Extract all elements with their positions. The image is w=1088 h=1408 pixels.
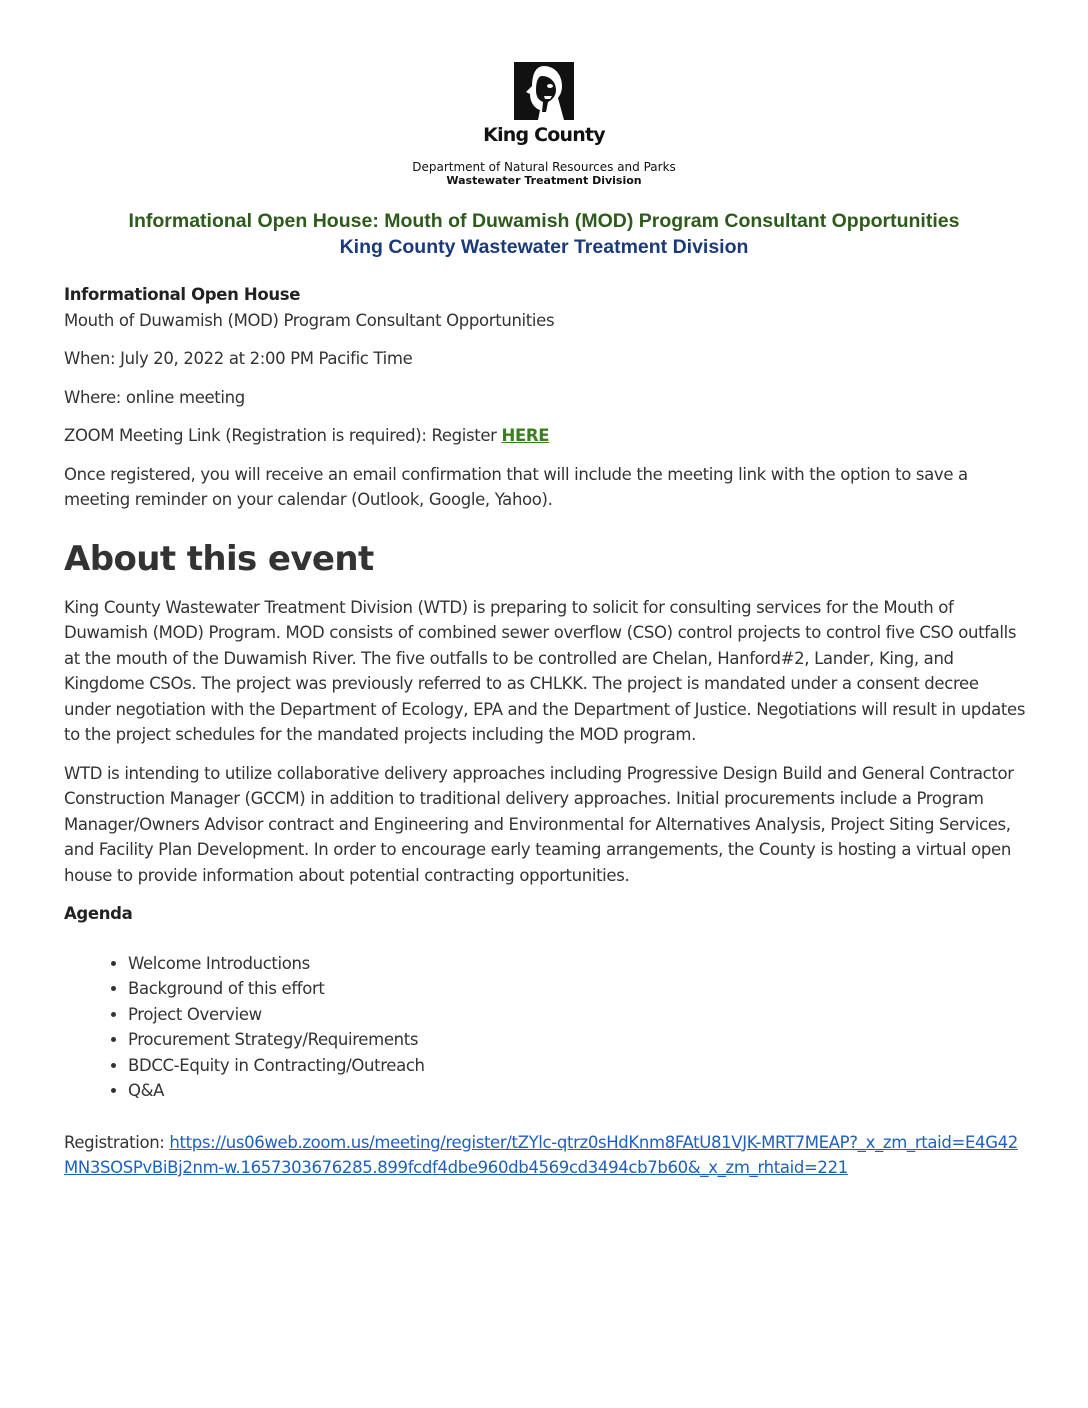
- agenda-item: • Background of this effort: [128, 976, 1030, 1002]
- agenda-item: • Project Overview: [128, 1002, 1030, 1028]
- agenda-item: • Q&A: [128, 1078, 1030, 1104]
- agenda-item: • BDCC-Equity in Contracting/Outreach: [128, 1053, 1030, 1079]
- agenda-item: • Procurement Strategy/Requirements: [128, 1027, 1030, 1053]
- event-subtitle: Mouth of Duwamish (MOD) Program Consultant Opportunities: [64, 310, 555, 330]
- title-line-2: King County Wastewater Treatment Division: [339, 236, 749, 258]
- about-heading: About this event: [64, 538, 374, 579]
- zoom-link-prefix: ZOOM Meeting Link (Registration is required): Register: [64, 426, 502, 445]
- event-when: When: July 20, 2022 at 2:00 PM Pacific Time: [64, 349, 413, 368]
- division-name: Wastewater Treatment Division: [446, 174, 642, 187]
- event-heading: Informational Open House: [64, 285, 301, 304]
- agenda-list: [64, 951, 1030, 1104]
- agenda-heading: Agenda: [64, 904, 133, 923]
- header-logo-block: [0, 62, 1088, 188]
- registration-line: [64, 1130, 1030, 1181]
- confirmation-text: Once registered, you will receive an email confirmation that will include the meeting link with the option to save a meeting reminder on your calendar (Outlook, Google, Yahoo).: [64, 464, 968, 509]
- zoom-link-line: [64, 423, 1030, 449]
- registration-url-link[interactable]: https://us06web.zoom.us/meeting/register/tZYlc-qtrz0sHdKnm8FAtU81VJK-MRT7MEAP?_x_zm_rtaid=E4G42MN3SOSPvBiBj2nm-w.1657303676285.899fcdf4dbe960db4569cd3494cb7b60&_x_zm_rhtaid=221: [64, 1132, 1018, 1177]
- event-where: Where: online meeting: [64, 387, 245, 407]
- logo-wordmark: King County: [483, 124, 605, 146]
- registration-label: Registration:: [64, 1132, 170, 1152]
- register-here-link[interactable]: HERE: [501, 426, 550, 445]
- title-line-1: Informational Open House: Mouth of Duwamish (MOD) Program Consultant Opportunities: [128, 210, 960, 232]
- about-paragraph-2: WTD is intending to utilize collaborative delivery approaches including Progressive Design Build and General Contractor Construction Manager (GCCM) in addition to traditional delivery approaches. Initial procurements include a Program Manager/Owners Advisor contract and Engineering and Environmental for Alternatives Analysis, Project Siting Services, and Facility Plan Development. In order to encourage early teaming arrangements, the County is hosting a virtual open house to provide information about potential contracting opportunities.: [64, 763, 1014, 885]
- document-body: [64, 282, 1030, 1194]
- about-paragraph-1: King County Wastewater Treatment Division (WTD) is preparing to solicit for consulting services for the Mouth of Duwamish (MOD) Program. MOD consists of combined sewer overflow (CSO) control projects to control five CSO outfalls at the mouth of the Duwamish River. The five outfalls to be controlled are Chelan, Hanford#2, Lander, King, and Kingdome CSOs. The project was previously referred to as CHLKK. The project is mandated under a consent decree under negotiation with the Department of Ecology, EPA and the Department of Justice. Negotiations will result in updates to the project schedules for the mandated projects including the MOD program.: [64, 597, 1026, 744]
- department-name: Department of Natural Resources and Parks: [412, 160, 676, 174]
- event-summary: [64, 282, 1030, 333]
- agenda-item: • Welcome Introductions: [128, 951, 1030, 977]
- document-title: [0, 208, 1088, 260]
- king-county-logo-icon: [514, 62, 574, 120]
